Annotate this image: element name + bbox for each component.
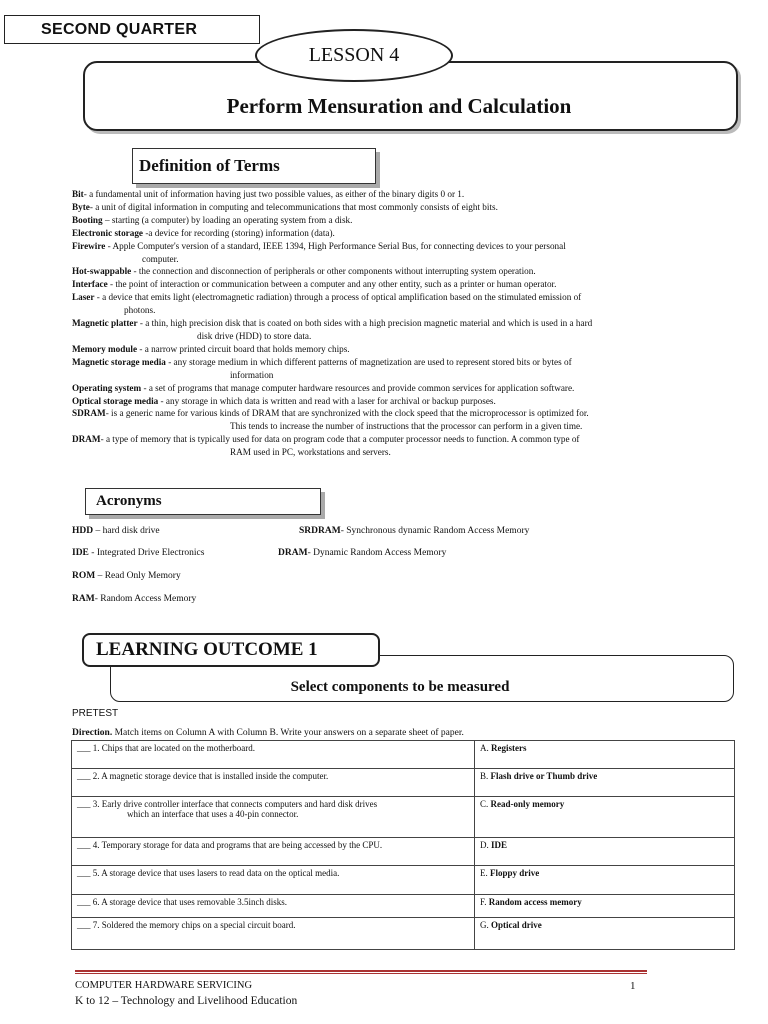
definition-item: Firewire - Apple Computer's version of a standard, IEEE 1394, High Performance Serial Bus, for connecting devices to your personal: [72, 240, 566, 251]
matching-table: [71, 740, 735, 950]
acronym-item: HDD – hard disk drive: [72, 526, 160, 536]
definition-continuation: disk drive (HDD) to store data.: [197, 330, 312, 341]
column-a-item: ___ 5. A storage device that uses lasers to read data on the optical media.: [72, 866, 475, 895]
table-row: [72, 797, 735, 838]
definition-item: Laser - a device that emits light (electromagnetic radiation) through a process of optical amplification based on the stimulated emission of: [72, 292, 582, 303]
column-b-item: F. Random access memory: [475, 895, 735, 918]
definition-item: Booting – starting (a computer) by loading an operating system from a disk.: [72, 214, 353, 225]
acronym-item: RAM- Random Access Memory: [72, 594, 197, 604]
table-row: [72, 866, 735, 895]
column-b-item: E. Floppy drive: [475, 866, 735, 895]
acronym-item: SRDRAM- Synchronous dynamic Random Access Memory: [299, 526, 530, 536]
learning-outcome-subtitle: Select components to be measured: [290, 679, 510, 695]
definition-item: Bit- a fundamental unit of information having just two possible values, as either of the binary digits 0 or 1.: [72, 189, 465, 199]
table-row: [72, 769, 735, 797]
definition-item: SDRAM- is a generic name for various kinds of DRAM that are synchronized with the clock speed that the microprocessor is optimized for.: [72, 408, 589, 419]
column-a-item: ___ 1. Chips that are located on the motherboard.: [72, 741, 475, 769]
footer-course: COMPUTER HARDWARE SERVICING: [75, 980, 253, 991]
lesson-number: LESSON 4: [255, 29, 453, 82]
acronym-item: IDE - Integrated Drive Electronics: [72, 548, 205, 558]
lesson-title: Perform Mensuration and Calculation: [226, 94, 572, 118]
definition-item: Interface - the point of interaction or communication between a computer and any other entity, such as a printer or human operator.: [72, 279, 557, 290]
column-b-item: B. Flash drive or Thumb drive: [475, 769, 735, 797]
pretest-direction: Direction. Match items on Column A with Column B. Write your answers on a separate sheet of paper.: [72, 728, 464, 738]
column-b-item: C. Read-only memory: [475, 797, 735, 838]
pretest-label: PRETEST: [72, 708, 119, 719]
footer-divider-thin: [75, 973, 647, 974]
definition-item: Magnetic platter - a thin, high precision disk that is coated on both sides with a high precision magnetic material and which is used in a hard: [72, 318, 593, 329]
definition-item: Optical storage media - any storage in which data is written and read with a laser for archival or backup purposes.: [72, 395, 496, 406]
definition-item: Byte- a unit of digital information in computing and telecommunications that most commonly consists of eight bits.: [72, 201, 498, 212]
definition-item: Electronic storage -a device for recording (storing) information (data).: [72, 227, 335, 238]
column-a-item: ___ 3. Early drive controller interface that connects computers and hard disk drives which an interface that uses a 40-pin connector.: [72, 797, 475, 838]
footer-divider: [75, 970, 647, 972]
definition-continuation: information: [230, 369, 274, 380]
definition-continuation: This tends to increase the number of instructions that the processor can perform in a given time.: [230, 421, 583, 432]
definition-item: Magnetic storage media - any storage medium in which different patterns of magnetization are used to represent stored bits or bytes of: [72, 356, 572, 367]
column-a-item: ___ 2. A magnetic storage device that is installed inside the computer.: [72, 769, 475, 797]
column-a-item: ___ 4. Temporary storage for data and programs that are being accessed by the CPU.: [72, 838, 475, 866]
table-row: [72, 895, 735, 918]
definition-continuation: computer.: [142, 253, 179, 264]
column-a-item: ___ 6. A storage device that uses removable 3.5inch disks.: [72, 895, 475, 918]
page-number: 1: [630, 980, 636, 992]
column-b-item: G. Optical drive: [475, 918, 735, 950]
column-b-item: D. IDE: [475, 838, 735, 866]
definition-continuation: photons.: [124, 305, 156, 316]
column-b-item: A. Registers: [475, 741, 735, 769]
footer-program: K to 12 – Technology and Livelihood Education: [75, 995, 298, 1007]
table-row: [72, 741, 735, 769]
definition-item: Memory module - a narrow printed circuit board that holds memory chips.: [72, 343, 350, 354]
quarter-label: SECOND QUARTER: [4, 15, 260, 44]
definition-continuation: RAM used in PC, workstations and servers.: [230, 447, 391, 458]
table-row: [72, 918, 735, 950]
acronyms-heading: Acronyms: [85, 488, 321, 515]
definitions-list: [72, 188, 710, 459]
acronym-item: ROM – Read Only Memory: [72, 571, 181, 581]
column-a-item: ___ 7. Soldered the memory chips on a special circuit board.: [72, 918, 475, 950]
definitions-heading: Definition of Terms: [132, 148, 376, 184]
table-row: [72, 838, 735, 866]
definition-item: Hot-swappable - the connection and disconnection of peripherals or other components without interrupting system operation.: [72, 266, 536, 277]
definition-item: Operating system - a set of programs that manage computer hardware resources and provide common services for application software.: [72, 382, 575, 393]
learning-outcome-title: LEARNING OUTCOME 1: [82, 633, 380, 667]
acronym-item: DRAM- Dynamic Random Access Memory: [278, 548, 447, 558]
definition-item: DRAM- a type of memory that is typically used for data on program code that a computer processor needs to function. A common type of: [72, 434, 580, 445]
